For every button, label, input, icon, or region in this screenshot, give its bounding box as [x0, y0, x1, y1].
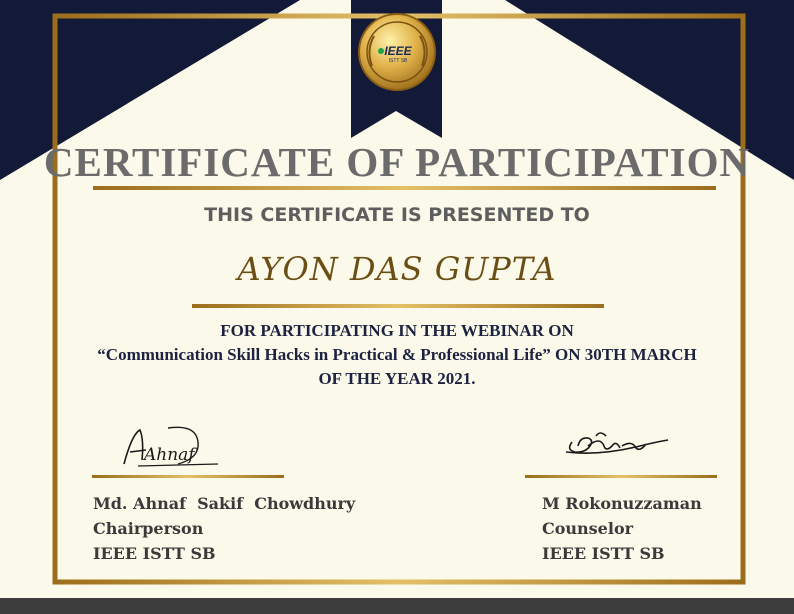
- signatory-right-name: M Rokonuzzaman: [542, 494, 702, 513]
- signature-line-left: [92, 475, 284, 478]
- signature-left: [118, 424, 228, 472]
- bottom-bar: [0, 598, 794, 614]
- signatory-right-org: IEEE ISTT SB: [542, 544, 665, 563]
- signatory-right: [542, 491, 742, 566]
- medal-logo-text: IEEE: [384, 44, 412, 58]
- body-line-1: FOR PARTICIPATING IN THE WEBINAR ON: [220, 321, 574, 340]
- body-line-2: “Communication Skill Hacks in Practical & Professional Life” ON 30TH MARCH: [97, 345, 697, 364]
- signatory-left-org: IEEE ISTT SB: [93, 544, 216, 563]
- signatory-left: [93, 491, 393, 566]
- signature-left-drawing: [118, 424, 228, 472]
- signatory-right-role: Counselor: [542, 519, 634, 538]
- title-underline: [93, 186, 716, 190]
- signature-left-text: Ahnaf: [144, 445, 195, 465]
- signature-line-right: [525, 475, 717, 478]
- name-underline: [192, 304, 604, 308]
- medal-subtext: [378, 55, 418, 64]
- certificate-title: CERTIFICATE OF PARTICIPATION: [43, 139, 751, 185]
- signatory-left-role: Chairperson: [93, 519, 204, 538]
- presented-to-label: THIS CERTIFICATE IS PRESENTED TO: [204, 204, 590, 226]
- signatory-left-name: Md. Ahnaf Sakif Chowdhury: [93, 494, 356, 513]
- medal-sub-text: ISTT SB: [388, 58, 408, 64]
- body-line-3: OF THE YEAR 2021.: [318, 369, 476, 388]
- recipient-name: AYON DAS GUPTA: [237, 250, 557, 288]
